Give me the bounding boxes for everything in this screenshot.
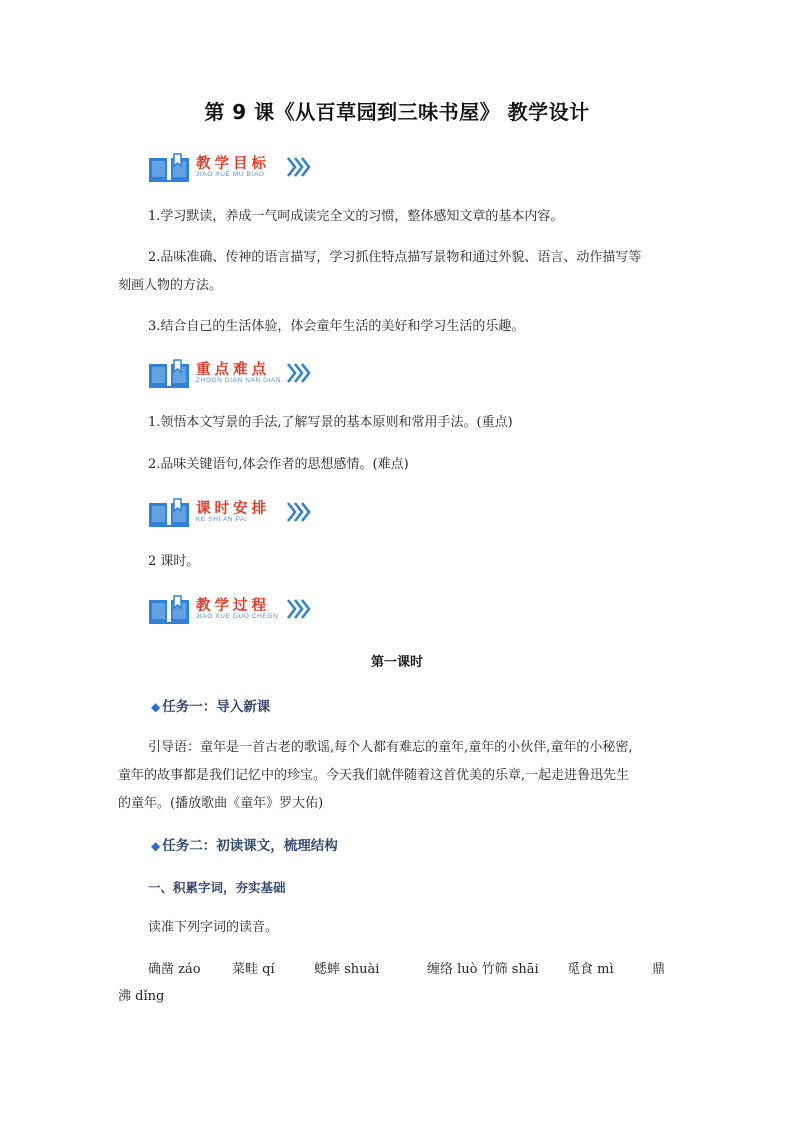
chevron-double-right-icon [286, 156, 312, 178]
read-prompt: 读准下列字词的读音。 [148, 920, 279, 935]
vocab-item: 确凿 záo [148, 962, 201, 977]
section-header-key-points [148, 358, 348, 394]
book-icon [148, 358, 190, 390]
key-point-item-2: 2.品味关键语句,体会作者的思想感情。(难点) [148, 457, 409, 472]
section-pinyin: ZHOGN DIAN NAN DIAN [196, 377, 282, 384]
objective-item-2-line-2: 刻画人物的方法。 [118, 278, 223, 293]
section-title: 教学过程 [196, 598, 270, 614]
book-icon [148, 594, 190, 626]
section-pinyin: KE SHI AN PAI [196, 516, 248, 523]
vocab-item-continued: 沸 dǐng [118, 989, 165, 1004]
section-pinyin: JIAO XUE GUO CHEGN [196, 613, 279, 620]
chevron-double-right-icon [286, 362, 312, 384]
section-header-process [148, 594, 348, 630]
chevron-double-right-icon [286, 598, 312, 620]
intro-line-3: 的童年。(播放歌曲《童年》罗大佑) [118, 796, 324, 811]
section-title: 教学目标 [196, 156, 270, 172]
section-pinyin: JIAO XUE MU BIAO [196, 171, 265, 178]
lesson-title: 第一课时 [370, 655, 423, 670]
key-point-item-1: 1.领悟本文写景的手法,了解写景的基本原则和常用手法。(重点) [148, 415, 513, 430]
step-heading-1: 一、积累字词，夯实基础 [148, 880, 286, 895]
document-title: 第 9 课《从百草园到三味书屋》 教学设计 [204, 100, 590, 124]
objective-item-1: 1.学习默读，养成一气呵成读完全文的习惯，整体感知文章的基本内容。 [148, 209, 564, 224]
section-header-objectives [148, 152, 348, 188]
section-header-schedule [148, 497, 348, 533]
diamond-bullet-icon: ◆ [151, 700, 161, 714]
intro-line-2: 童年的故事都是我们记忆中的珍宝。今天我们就伴随着这首优美的乐章,一起走进鲁迅先生 [118, 768, 630, 783]
book-icon [148, 152, 190, 184]
vocab-item: 缠络 luò 竹筛 shāi [427, 962, 539, 977]
objective-item-3: 3.结合自己的生活体验，体会童年生活的美好和学习生活的乐趣。 [148, 319, 525, 334]
task-heading-1 [151, 695, 270, 715]
vocab-item: 蟋蟀 shuài [314, 962, 380, 977]
schedule-text: 2 课时。 [148, 554, 200, 569]
section-title: 课时安排 [196, 501, 270, 517]
vocab-item: 觅食 mì [567, 962, 614, 977]
task-title: 任务一：导入新课 [162, 699, 271, 715]
intro-line-1: 引导语：童年是一首古老的歌谣,每个人都有难忘的童年,童年的小伙伴,童年的小秘密, [148, 740, 633, 755]
task-heading-2 [151, 834, 338, 854]
chevron-double-right-icon [286, 501, 312, 523]
task-title: 任务二：初读课文，梳理结构 [162, 838, 338, 854]
section-title: 重点难点 [196, 362, 270, 378]
book-icon [148, 497, 190, 529]
vocab-item: 菜畦 qí [232, 962, 275, 977]
objective-item-2-line-1: 2.品味准确、传神的语言描写，学习抓住特点描写景物和通过外貌、语言、动作描写等 [148, 250, 642, 265]
vocab-item: 鼎 [652, 962, 666, 977]
diamond-bullet-icon: ◆ [151, 839, 161, 853]
